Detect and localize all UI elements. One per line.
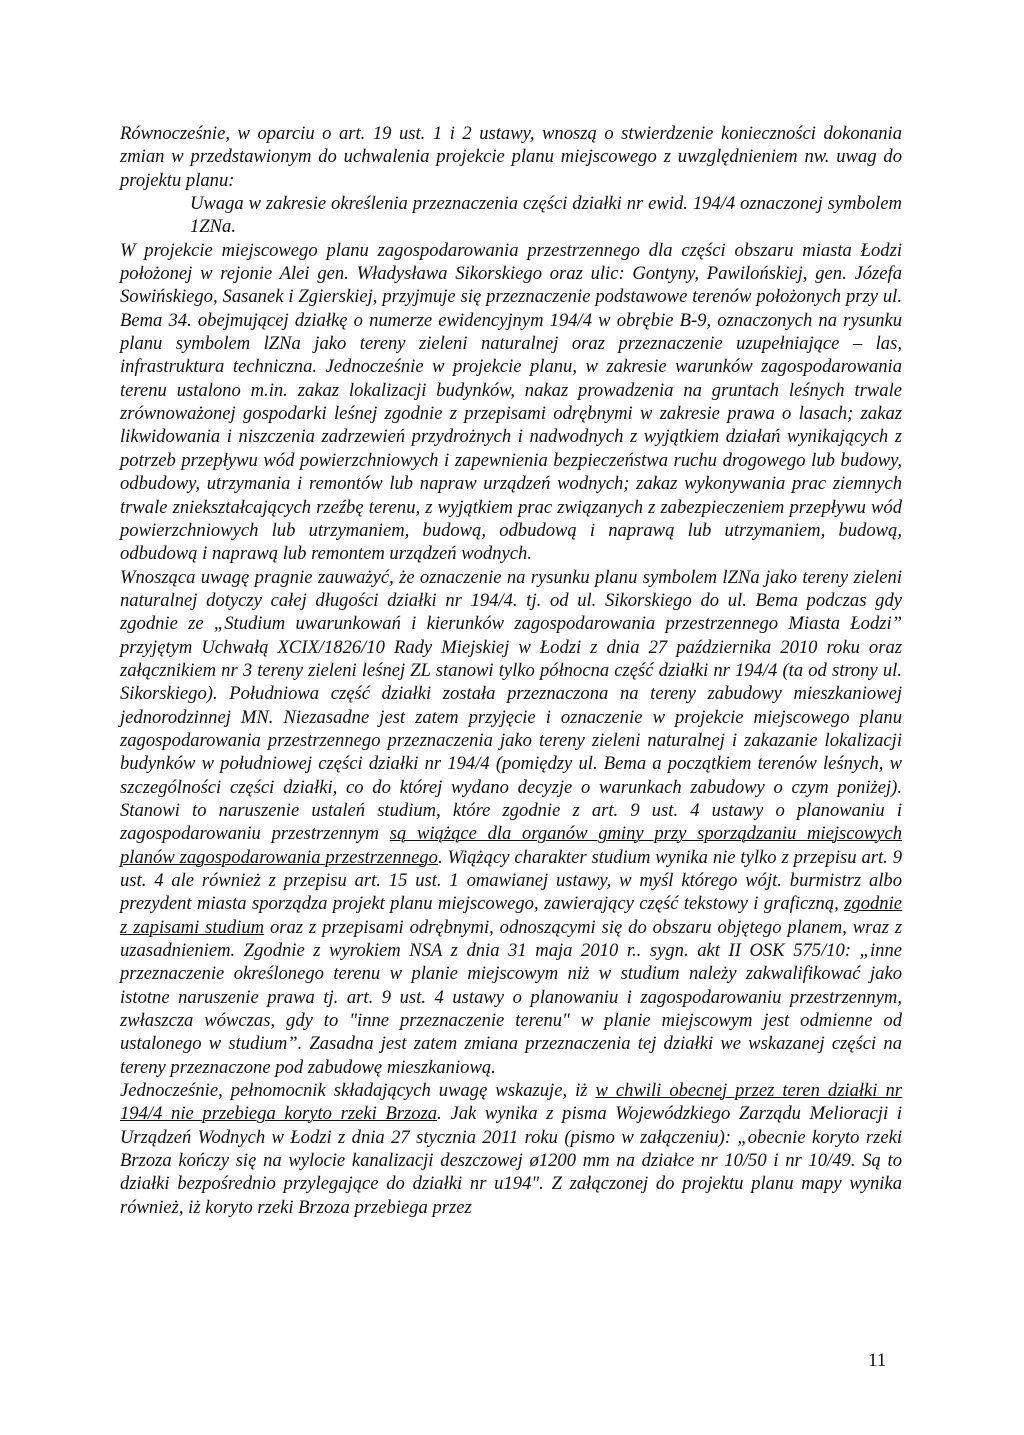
objection-text-part-2: . Wiążący charakter studium wynika nie tylko z przepisu art. 9 ust. 4 ale również z przepisu art. 15 ust. 1 omawianej ustawy, w myśl którego wójt. burmistrz albo prezydent miasta sporządza projekt planu miejscowego, zawierający część tekstowy i graficzną, <box>120 846 902 915</box>
underlined-binding-phrase: są wiążące dla organów gminy przy sporządzaniu miejscowych planów zagospodarowania przestrzennego <box>120 823 902 868</box>
objection-text-part-1: Wnosząca uwagę pragnie zauważyć, że oznaczenie na rysunku planu symbolem lZNa jako tereny zieleni naturalnej dotyczy całej długości działki nr 194/4. tj. od ul. Sikorskiego do ul. Bema podczas gdy zgodnie ze „Studium uwarunkowań i kierunków zagospodarowania przestrzennego Miasta Łodzi” przyjętym Uchwałą XCIX/1826/10 Rady Miejskiej w Łodzi z dnia 27 października 2010 roku oraz załącznikiem nr 3 tereny zieleni leśnej ZL stanowi tylko północna część działki nr 194/4 (ta od strony ul. Sikorskiego). Południowa część działki została przeznaczona na tereny zabudowy mieszkaniowej jednorodzinnej MN. Niezasadne jest zatem przyjęcie i oznaczenie w projekcie miejscowego planu zagospodarowania przestrzennego przeznaczenia jako tereny zieleni naturalnej i zakazanie lokalizacji budynków w południowej części działki nr 194/4 (pomiędzy ul. Bema a początkiem terenów leśnych, w szczególności części działki, co do której wydano decyzje o warunkach zabudowy o czym poniżej). Stanowi to naruszenie ustaleń studium, które zgodnie z art. 9 ust. 4 ustawy o planowaniu i zagospodarowaniu przestrzennym <box>120 566 902 845</box>
document-body <box>120 122 902 1219</box>
page-number: 11 <box>868 1350 887 1371</box>
river-text-part-2: . Jak wynika z pisma Wojewódzkiego Zarządu Melioracji i Urządzeń Wodnych w Łodzi z dnia 27 stycznia 2011 roku (pismo w załączeniu): „obecnie koryto rzeki Brzoza kończy się na wylocie kanalizacji deszczowej ø1200 mm na działce nr 10/50 i nr 10/49. Są to działki bezpośrednio przylegające do działki nr u194". Z załączonej do projektu planu mapy wynika również, iż koryto rzeki Brzoza przebiega przez <box>120 1103 902 1218</box>
objection-text-part-3: oraz z przepisami odrębnymi, odnoszącymi się do obszaru objętego planem, wraz z uzasadnieniem. Zgodnie z wyrokiem NSA z dnia 31 maja 2010 r.. sygn. akt II OSK 575/10: „inne przeznaczenie określonego terenu w planie miejscowym niż w studium należy zakwalifikować jako istotne naruszenie prawa tj. art. 9 ust. 4 ustawy o planowaniu i zagospodarowaniu przestrzennym, zwłaszcza wówczas, gdy to "inne przeznaczenie terenu" w planie miejscowym jest odmienne od ustalonego w studium”. Zasadna jest zatem zmiana przeznaczenia tej działki we wskazanej części na tereny przeznaczone pod zabudowę mieszkaniową. <box>120 916 903 1078</box>
paragraph-intro: Równocześnie, w oparciu o art. 19 ust. 1 i 2 ustawy, wnoszą o stwierdzenie konieczności dokonania zmian w przedstawionym do uchwalenia projekcie planu miejscowego z uwzględnieniem nw. uwag do projektu planu: <box>120 123 902 191</box>
paragraph-river <box>120 1079 902 1219</box>
paragraph-objection <box>120 566 902 1080</box>
river-text-part-1: Jednocześnie, pełnomocnik składających uwagę wskazuje, iż <box>120 1080 588 1102</box>
paragraph-plan-description: W projekcie miejscowego planu zagospodarowania przestrzennego dla części obszaru miasta Łodzi położonej w rejonie Alei gen. Władysława Sikorskiego oraz ulic: Gontyny, Pawilońskiej, gen. Józefa Sowińskiego, Sasanek i Zgierskiej, przyjmuje się przeznaczenie podstawowe terenów położonych przy ul. Bema 34. obejmującej działkę o numerze ewidencyjnym 194/4 w obrębie B-9, oznaczonych na rysunku planu symbolem lZNa jako tereny zieleni naturalnej oraz przeznaczenie uzupełniające – las, infrastruktura techniczna. Jednocześnie w projekcie planu, w zakresie warunków zagospodarowania terenu ustalono m.in. zakaz lokalizacji budynków, nakaz prowadzenia na gruntach leśnych trwale zrównoważonej gospodarki leśnej zgodnie z przepisami odrębnymi w zakresie prawa o lasach; zakaz likwidowania i niszczenia zadrzewień przydrożnych i nadwodnych z wyjątkiem działań wynikających z potrzeb przepływu wód powierzchniowych i zapewnienia bezpieczeństwa ruchu drogowego lub budowy, odbudowy, utrzymania i remontów lub napraw urządzeń wodnych; zakaz wykonywania prac ziemnych trwale zniekształcających rzeźbę terenu, z wyjątkiem prac związanych z zabezpieczeniem przepływu wód powierzchniowych lub utrzymaniem, budową, odbudową i naprawą lub utrzymaniem, budową, odbudową i naprawą lub remontem urządzeń wodnych. <box>120 239 902 565</box>
underlined-river-phrase: w chwili obecnej przez teren działki nr 194/4 nie przebiega koryto rzeki Brzoza <box>120 1080 902 1125</box>
paragraph-remark-heading: Uwaga w zakresie określenia przeznaczenia części działki nr ewid. 194/4 oznaczonej symbolem 1ZNa. <box>190 193 902 238</box>
underlined-studium-phrase: zgodnie z zapisami studium <box>120 893 902 938</box>
